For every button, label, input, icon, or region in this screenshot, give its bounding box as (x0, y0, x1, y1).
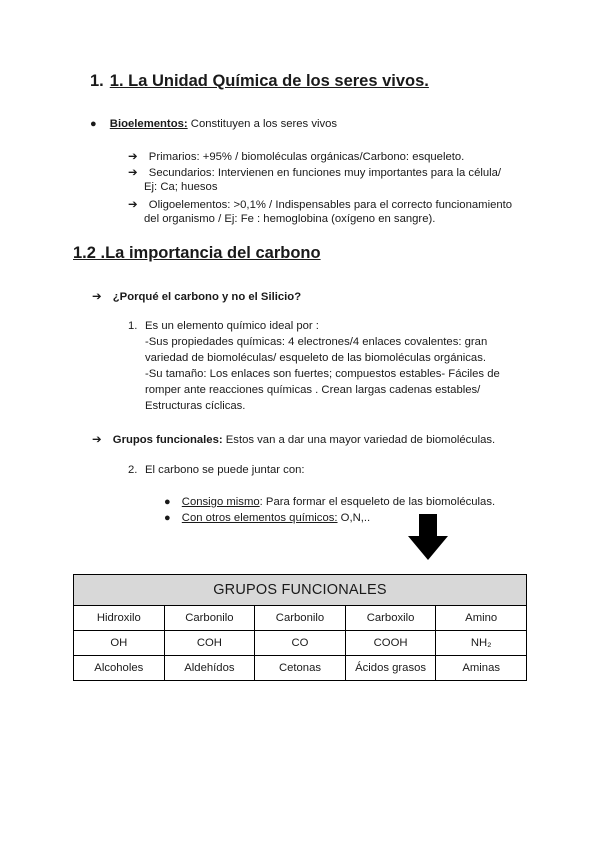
bioelemento-item-2 (128, 165, 501, 179)
list1-line-5: romper ante reacciones químicas . Crean largas cadenas estables/ (145, 384, 481, 396)
table-row (74, 631, 527, 656)
arrow-icon: ➔ (128, 151, 138, 163)
table-cell: COOH (345, 631, 436, 656)
bullet-icon: ● (164, 512, 171, 524)
table-cell: CO (255, 631, 346, 656)
section-heading: 1.2 .La importancia del carbono (73, 244, 321, 262)
heading-text: 1. La Unidad Química de los seres vivos. (109, 72, 429, 90)
table-cell: OH (74, 631, 165, 656)
arrow-icon: ➔ (128, 199, 138, 211)
list-number-1: 1. (128, 320, 138, 332)
table-cell: Aminas (436, 656, 527, 681)
bullet-label: Consigo mismo (181, 496, 260, 508)
list1-line-4: -Su tamaño: Los enlaces son fuertes; compuestos estables- Fáciles de (145, 368, 500, 380)
bioelemento-item-2-cont: Ej: Ca; huesos (144, 181, 218, 193)
item-text: Primarios: +95% / biomoléculas orgánicas/Carbono: esqueleto. (148, 151, 465, 163)
table-cell: Amino (436, 606, 527, 631)
grupos-label: Grupos funcionales: (112, 434, 223, 446)
bullet-text: O,N,.. (337, 512, 371, 524)
table-header-row (74, 575, 527, 606)
table-cell: Hidroxilo (74, 606, 165, 631)
table-row (74, 606, 527, 631)
page-title (90, 72, 429, 91)
bioelementos-line (90, 118, 337, 130)
bioelemento-item-3 (128, 197, 512, 211)
list1-line-6: Estructuras cíclicas. (145, 400, 246, 412)
down-arrow-icon (408, 514, 448, 560)
item-text: Secundarios: Intervienen en funciones muy importantes para la célula/ (148, 167, 502, 179)
table-cell: NH₂ (436, 631, 527, 656)
table-cell: Alcoholes (74, 656, 165, 681)
bioelemento-item-3-cont: del organismo / Ej: Fe : hemoglobina (oxígeno en sangre). (144, 213, 436, 225)
list-number-2: 2. (128, 464, 138, 476)
bullet-label: Con otros elementos químicos: (181, 512, 338, 524)
bioelemento-item-1 (128, 149, 464, 163)
table-cell: Aldehídos (164, 656, 255, 681)
list2-text: El carbono se puede juntar con: (145, 464, 305, 476)
question-line (92, 289, 301, 303)
table-cell: Ácidos grasos (345, 656, 436, 681)
bullet-text: : Para formar el esqueleto de las biomoléculas. (259, 496, 496, 508)
arrow-icon: ➔ (92, 434, 102, 446)
table-row (74, 656, 527, 681)
bullet-icon: ● (90, 118, 97, 130)
bullet-icon: ● (164, 496, 171, 508)
list1-line-1: Es un elemento químico ideal por : (145, 320, 319, 332)
functional-groups-table (73, 574, 527, 681)
list2-bullet-1 (164, 496, 495, 508)
list1-line-2: -Sus propiedades químicas: 4 electrones/4 enlaces covalentes: gran (145, 336, 488, 348)
heading-number: 1. (90, 72, 104, 90)
table-title: GRUPOS FUNCIONALES (74, 575, 527, 606)
list2-bullet-2 (164, 512, 370, 524)
bioelementos-text: Constituyen a los seres vivos (190, 118, 338, 130)
table-cell: Cetonas (255, 656, 346, 681)
item-text: Oligoelementos: >0,1% / Indispensables para el correcto funcionamiento (148, 199, 513, 211)
table-cell: Carbonilo (255, 606, 346, 631)
arrow-icon: ➔ (128, 167, 138, 179)
table-cell: Carboxilo (345, 606, 436, 631)
grupos-line (92, 432, 495, 446)
list1-line-3: variedad de biomoléculas/ esqueleto de las biomoléculas orgánicas. (145, 352, 486, 364)
grupos-text: Estos van a dar una mayor variedad de biomoléculas. (225, 434, 496, 446)
question-text: ¿Porqué el carbono y no el Silicio? (112, 291, 302, 303)
table-cell: COH (164, 631, 255, 656)
table-cell: Carbonilo (164, 606, 255, 631)
bioelementos-label: Bioelementos: (109, 118, 188, 130)
arrow-icon: ➔ (92, 291, 102, 303)
